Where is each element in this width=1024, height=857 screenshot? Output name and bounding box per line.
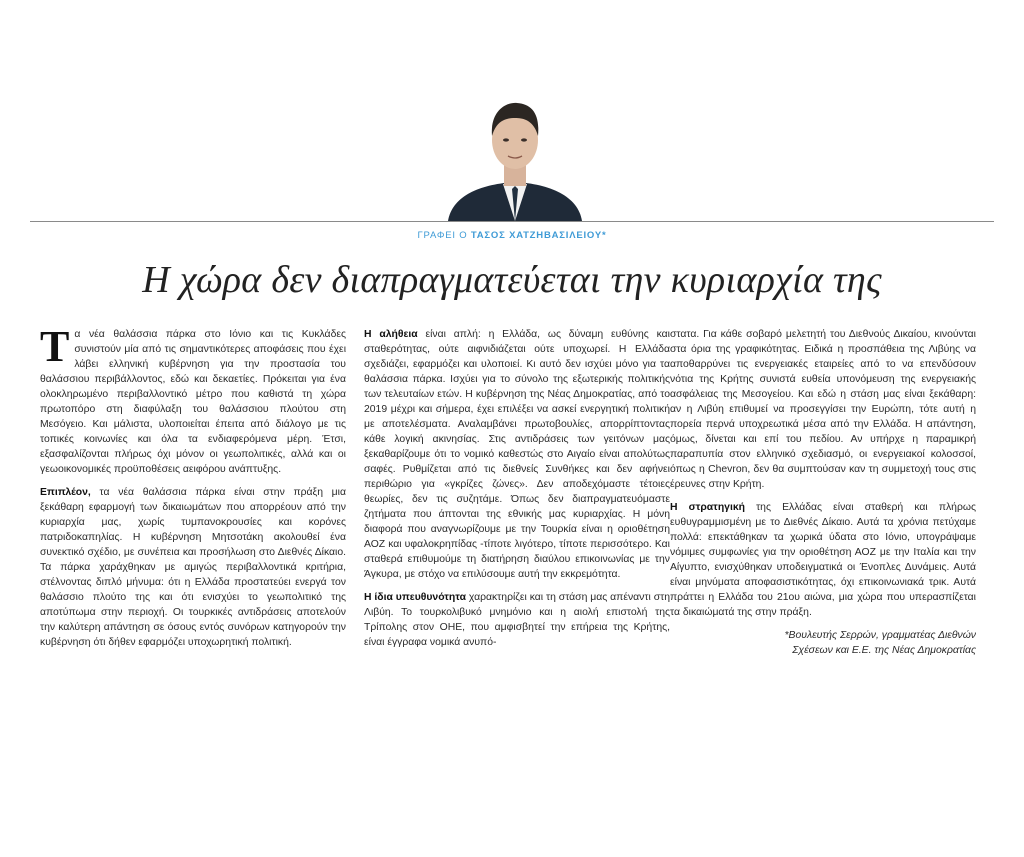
paragraph-lead: Η αλήθεια — [364, 329, 418, 340]
paragraph-lead: Η ίδια υπευθυνότητα — [364, 592, 466, 603]
paragraph: Τα νέα θαλάσσια πάρκα στο Ιόνιο και τις Κυκλάδες συνιστούν μία από τις σημαντικότερες αποφάσεις που έχει λάβει ελληνική κυβέρνηση για την προστασία του θαλάσσιου περιβάλλοντος, εδώ και δεκαετίες. Πρόκειται για ένα ολοκληρωμένο περιβαλλοντικό μέτρο που καθιστά τη χώρα πρωτοπόρο στη διαφύλαξη του θαλάσσιου πλούτου στη Μεσόγειο. Και μάλιστα, υλοποιείται έπειτα από διάλογο με τις τοπικές κοινωνίες και όλα τα ενδιαφερόμενα μέρη. Έτσι, εξασφαλίζονται πλήρως όχι μόνον οι γεωπολιτικές, αλλά και οι γεωοικονομικές προϋποθέσεις αειφόρου ανάπτυξης. — [40, 322, 346, 475]
paragraph-lead: Η στρατηγική — [670, 502, 745, 513]
paragraph: Η αλήθεια είναι απλή: η Ελλάδα, ως δύναμη ευθύνης και σταθερότητας, ούτε αιφνιδιάζεται ούτε υποχωρεί. Η Ελλάδα σχεδιάζει, εφαρμόζει και υλοποιεί. Κι αυτό δεν ισχύει μόνο για τα θαλάσσια πάρκα. Ισχύει για το σύνολο της εξωτερικής πολιτικής των τελευταίων ετών. Η κυβέρνηση της Νέας Δημοκρατίας, από το 2019 μέχρι και σήμερα, έχει επιλέξει να ασκεί ενεργητική πολιτική με αποτελέσματα. Αναλαμβάνει πρωτοβουλίες, απορρίπτοντας κάθε λογική ακινησίας. Στις αντιδράσεις των γειτόνων μας ξεκαθαρίζουμε ότι το νομικό καθεστώς στο Αιγαίο είναι απολύτως σαφές. Ρυθμίζεται από τις διεθνείς Συνθήκες και δεν αφήνει περιθώριο για «γκρίζες ζώνες». Δεν αποδεχόμαστε τέτοιες θεωρίες, δεν τις συζητάμε. Όπως δεν διαπραγματευόμαστε ζητήματα που άπτονται της εθνικής μας κυριαρχίας. Η μόνη διαφορά που αναγνωρίζουμε με την Τουρκία είναι η οριοθέτηση ΑΟΖ και υφαλοκρηπίδας -τίποτε λιγότερο, τίποτε περισσότερο. Και σταθερά επιθυμούμε τη διατήρηση διαύλου επικοινωνίας με την Άγκυρα, με στόχο να επιλύσουμε αυτή την εκκρεμότητα. — [364, 329, 670, 580]
paragraph: στατα. Για κάθε σοβαρό μελετητή του Διεθνούς Δικαίου, κινούνται στα όρια της γραφικότητας. Ειδικά η προσπάθεια της Λιβύης να αποθαρρύνει τις ενεργειακές εταιρείες από το να επενδύσουν νότια της Κρήτης συνιστά ευθεία υπονόμευση της ενεργειακής ασφάλειας της Μεσογείου. Και εδώ η στάση μας είναι ξεκάθαρη: αν η Λιβύη επιθυμεί να προσεγγίσει την Ευρώπη, τότε αυτή η πορεία περνά υποχρεωτικά μέσα από την Ελλάδα. Η απάντηση, όμως, δίνεται και επί του πεδίου. Αν υπήρχε η παραμικρή παραπυπία στον ελληνικό σχεδιασμό, οι ενεργειακοί κολοσσοί, όπως η Chevron, δεν θα συμπτούσαν καν τη συμμετοχή τους στις έρευνες στην Κρήτη. — [670, 329, 976, 490]
author-portrait — [440, 96, 590, 221]
byline — [0, 230, 1024, 241]
article-column-1 — [40, 322, 346, 658]
article-column-2 — [364, 327, 670, 658]
header-rule — [30, 221, 994, 222]
article-headline: Η χώρα δεν διαπραγματεύεται την κυριαρχία της — [142, 259, 882, 301]
paragraph-lead: Επιπλέον, — [40, 487, 91, 498]
paragraph: Η ίδια υπευθυνότητα χαρακτηρίζει και τη στάση μας απέναντι στη Λιβύη. Το τουρκολιβυκό μνημόνιο και η αιολή επιστολή της Τρίπολης στον ΟΗΕ, που αμφισβητεί την επήρεια της Κρήτης, είναι έγγραφα νομικά ανυπό- — [364, 592, 670, 648]
article-column-3 — [670, 327, 976, 658]
byline-label: ΓΡΑΦΕΙ Ο — [417, 230, 468, 241]
drop-cap: Τ — [40, 322, 70, 371]
author-note: *Βουλευτής Σερρών, γραμματέας Διεθνών Σχέσεων και Ε.Ε. της Νέας Δημοκρατίας — [784, 630, 976, 656]
byline-author: ΤΑΣΟΣ ΧΑΤΖΗΒΑΣΙΛΕΙΟΥ* — [470, 230, 607, 241]
paragraph: Επιπλέον, τα νέα θαλάσσια πάρκα είναι στην πράξη μια ξεκάθαρη εφαρμογή των δικαιωμάτων που απορρέουν από την κυριαρχία μας, χωρίς τυμπανοκρουσίες και κορόνες πατριδοκαπηλίας. Η κυβέρνηση Μητσοτάκη ακολουθεί ένα συνεκτικό σχέδιο, με συνέπεια και προσήλωση στο Διεθνές Δίκαιο. Τα πάρκα χαράχθηκαν με αμιγώς περιβαλλοντικά κριτήρια, στέλνοντας διπλό μήνυμα: ότι η Ελλάδα προστατεύει ενεργά τον θαλάσσιο πλούτο της και ότι ενισχύει το γεωπολιτικό της αποτύπωμα στην περιοχή. Οι τουρκικές αντιδράσεις αποτελούν την καλύτερη απάντηση σε όσους εντός συνόρων κατηγορούν την κυβέρνηση ότι δήθεν εφαρμόζει υποχωρητική πολιτική. — [40, 487, 346, 648]
paragraph: Η στρατηγική της Ελλάδας είναι σταθερή και πλήρως ευθυγραμμισμένη με το Διεθνές Δίκαιο. Αυτά τα χρόνια πετύχαμε πολλά: επεκτάθηκαν τα χωρικά ύδατα στο Ιόνιο, υπογράψαμε νόμιμες συμφωνίες για την οριοθέτηση ΑΟΖ με την Ιταλία και την Αίγυπτο, ενισχύθηκαν υποδειγματικά οι Ένοπλες Δυνάμεις. Αυτά είναι μηνύματα αποφασιστικότητας, όχι επικοινωνιακά τρικ. Αυτά πράττει η Ελλάδα του 21ου αιώνα, μια χώρα που υπερασπίζεται τα δικαιώματά της στην πράξη. — [670, 502, 976, 618]
